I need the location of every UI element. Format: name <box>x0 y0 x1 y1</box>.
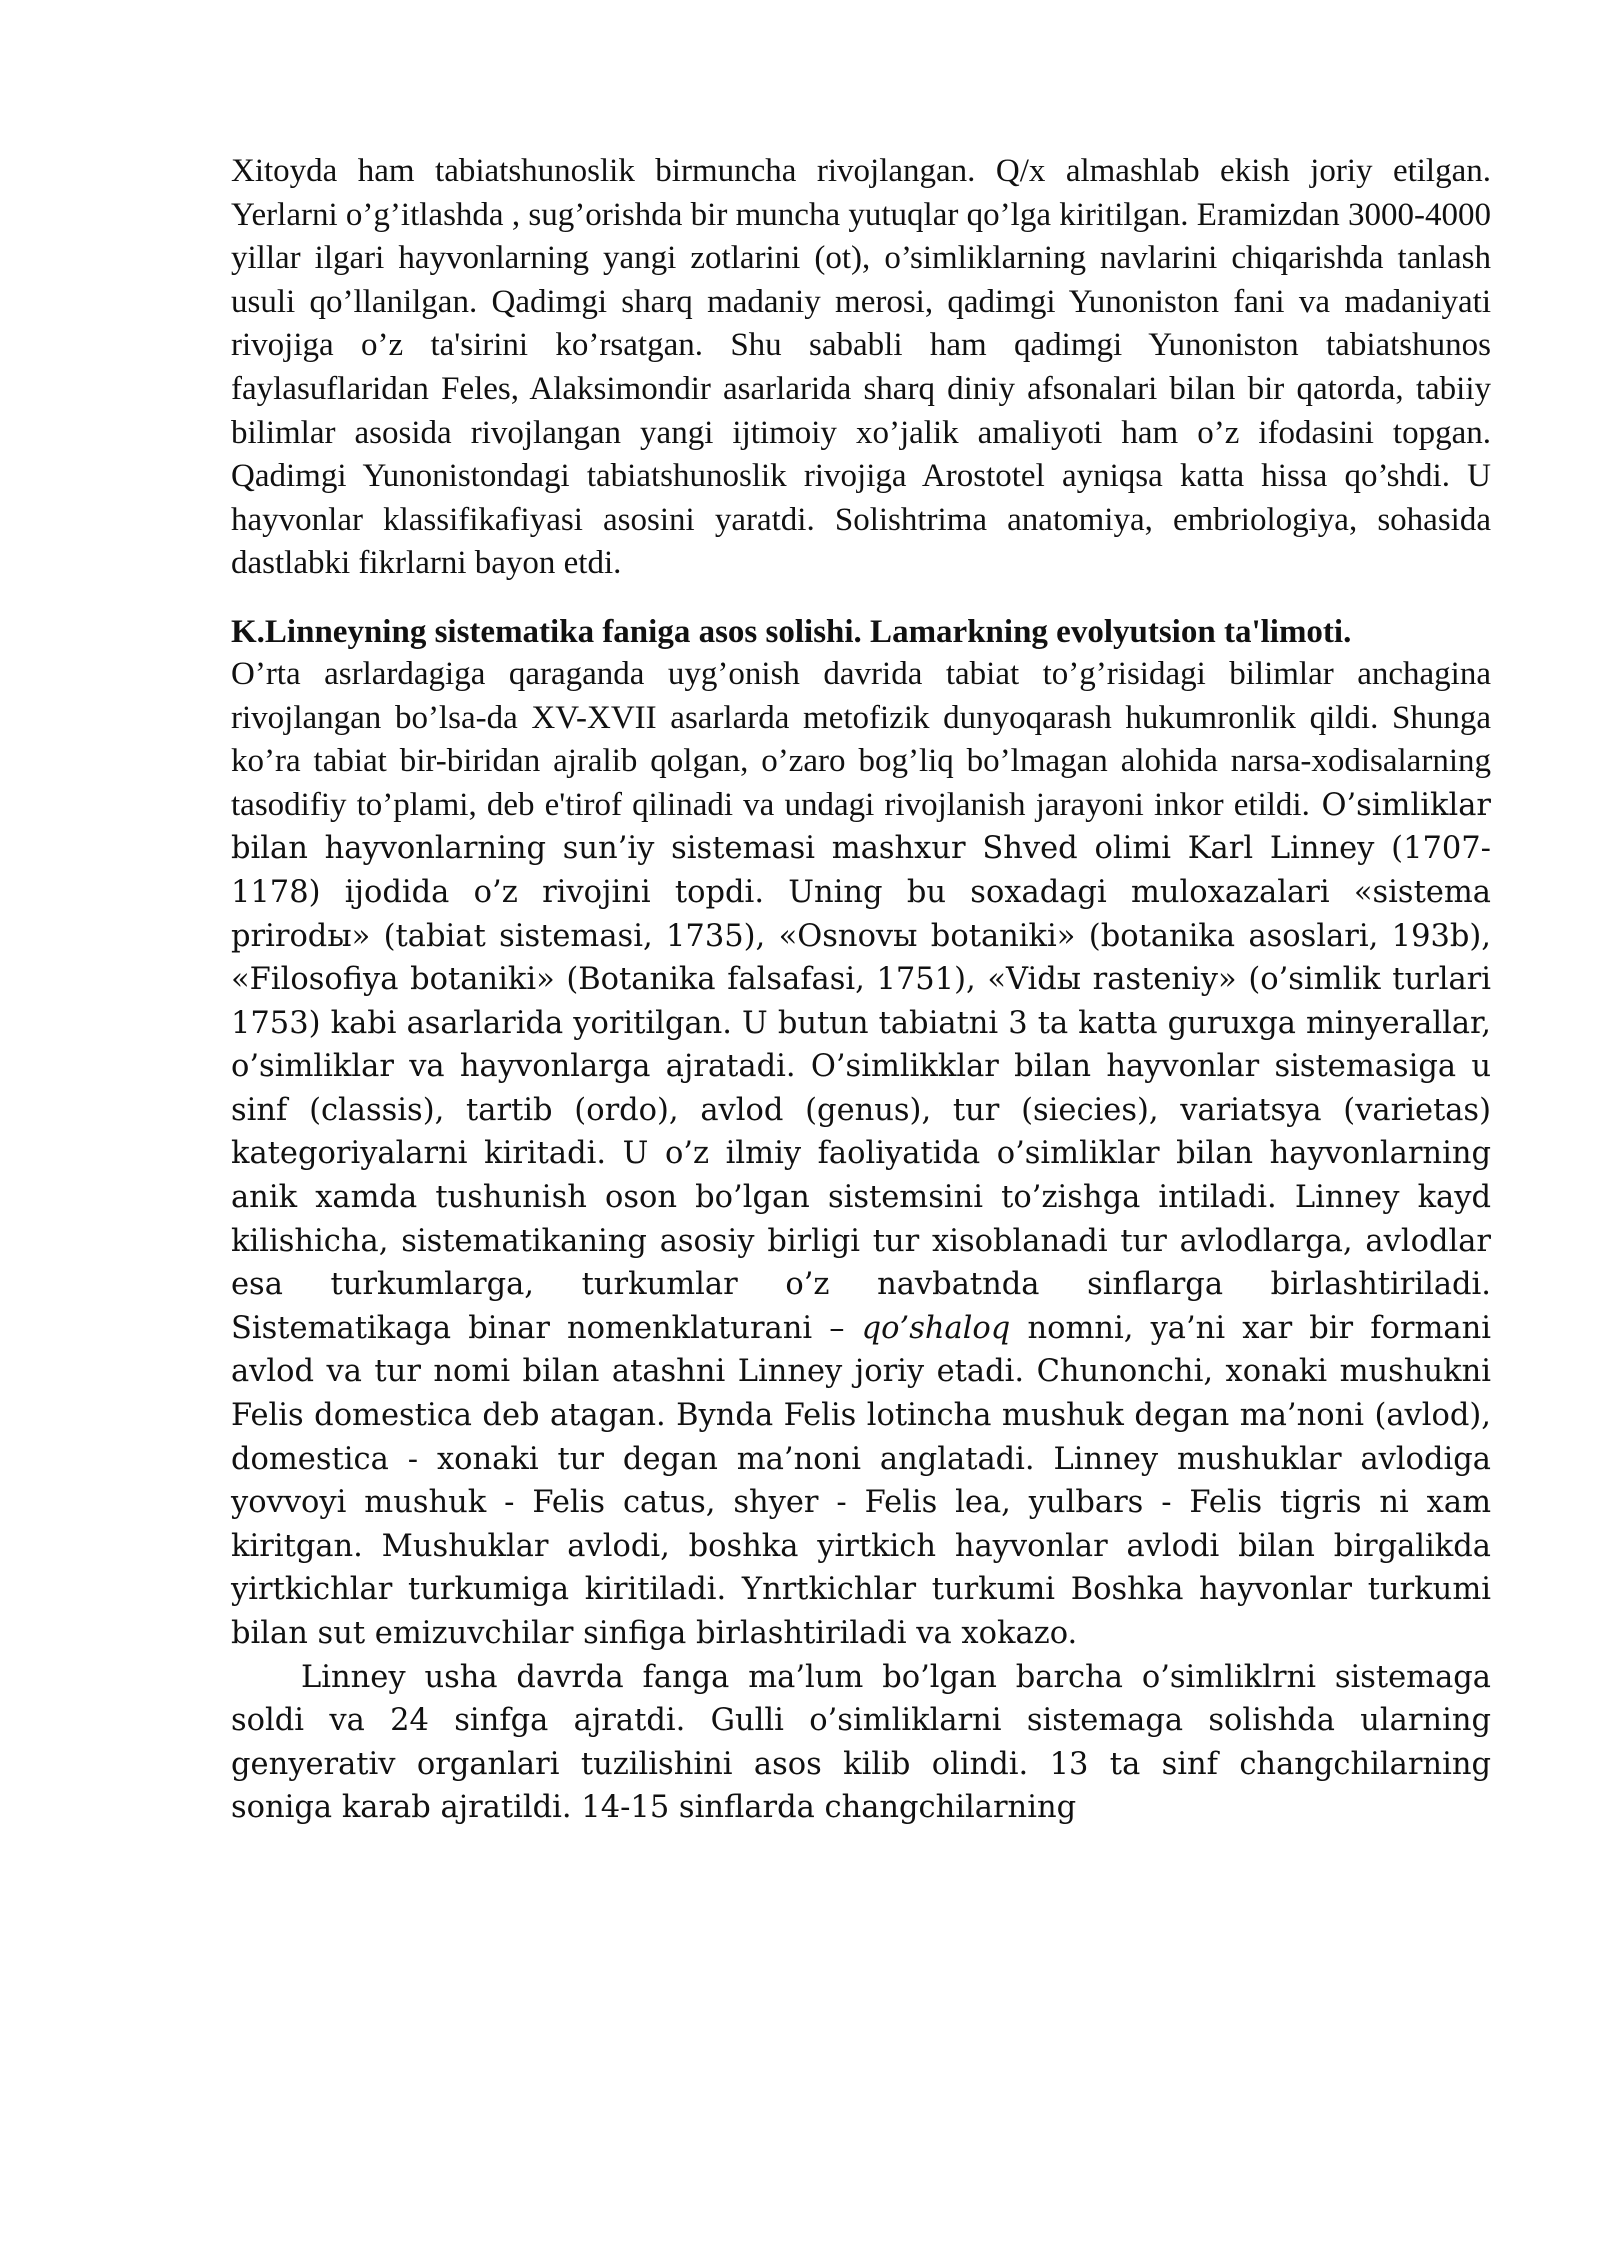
paragraph-classes: Linney usha davrda fanga ma’lum bo’lgan barcha o’simliklrni sistemaga soldi va 24 sinfga ajratdi. Gulli o’simliklarni sistemaga solishda ularning genyerativ organlari tuzilishini asos kilib olindi. 13 ta sinf changchilarning soniga karab ajratildi. 14-15 sinflarda changchilarning <box>231 1659 1491 1826</box>
italic-term: qo’shaloq <box>861 1310 1011 1346</box>
paragraph-intro: Xitoyda ham tabiatshunoslik birmuncha rivojlangan. Q/x almashlab ekish joriy etilgan. Yerlarni o’g’itlashda , sug’orishda bir muncha yutuqlar qo’lga kiritilgan. Eramizdan 3000-4000 yillar ilgari hayvonlarning yangi zotlarini (ot), o’simliklarning navlarini chiqarishda tanlash usuli qo’llanilgan. Qadimgi sharq madaniy merosi, qadimgi Yunoniston fani va madaniyati rivojiga o’z ta'sirini ko’rsatgan. Shu sababli ham qadimgi Yunoniston tabiatshunos faylasuflaridan Feles, Alaksimondir asarlarida sharq diniy afsonalari bilan bir qatorda, tabiiy bilimlar asosida rivojlangan yangi ijtimoiy xo’jalik amaliyoti ham o’z ifodasini topgan. Qadimgi Yunonistondagi tabiatshunoslik rivojiga Arostotel ayniqsa katta hissa qo’shdi. U hayvonlar klassifikafiyasi asosini yaratdi. Solishtrima anatomiya, embriologiya, sohasida dastlabki fikrlarni bayon etdi. <box>231 153 1491 582</box>
paragraph-linney-part-a: O’rta asrlardagiga qaraganda uyg’onish davrida tabiat to’g’risidagi bilimlar anchagina rivojlangan bo’lsa-da XV-XVII asarlarda metofizik dunyoqarash hukumronlik qildi. Shunga ko’ra tabiat bir-biridan ajralib qolgan, o’zaro bog’liq bo’lmagan alohida narsa-xodisalarning tasodifiy to’plami, deb e'tirof qilinadi va undagi rivojlanish jarayoni inkor etildi. <box>231 655 1491 823</box>
section-heading: K.Linneyning sistematika faniga asos solishi. Lamarkning evolyutsion ta'limoti. <box>231 613 1352 650</box>
paragraph-linney <box>231 653 1491 1656</box>
document-page <box>231 150 1491 1830</box>
paragraph-linney-part-c: nomni, ya’ni xar bir formani avlod va tur nomi bilan atashni Linney joriy etadi. Chunonchi, xonaki mushukni Felis domestica deb atagan. Bynda Felis lotincha mushuk degan ma’noni (avlod), domestica - xonaki tur degan ma’noni anglatadi. Linney mushuklar avlodiga yovvoyi mushuk - Felis catus, shyer - Felis lea, yulbars - Felis tigris ni xam kiritgan. Mushuklar avlodi, boshka yirtkich hayvonlar avlodi bilan birgalikda yirtkichlar turkumiga kiritiladi. Ynrtkichlar turkumi Boshka hayvonlar turkumi bilan sut emizuvchilar sinfiga birlashtiriladi va xokazo. <box>231 1310 1491 1651</box>
paragraph-linney-part-b: O’simliklar bilan hayvonlarning sun’iy sistemasi mashxur Shved olimi Karl Linney (1707-1178) ijodida o’z rivojini topdi. Uning bu soxadagi muloxazalari «sistema prirodы» (tabiat sistemasi, 1735), «Osnovы botaniki» (botanika asoslari, 193b), «Filosofiya botaniki» (Botanika falsafasi, 1751), «Vidы rasteniy» (o’simlik turlari 1753) kabi asarlarida yoritilgan. U butun tabiatni 3 ta katta guruxga minyerallar, o’simliklar va hayvonlarga ajratadi. O’simlikklar bilan hayvonlar sistemasiga u sinf (classis), tartib (ordo), avlod (genus), tur (siecies), variatsya (varietas) kategoriyalarni kiritadi. U o’z ilmiy faoliyatida o’simliklar bilan hayvonlarning anik xamda tushunish oson bo’lgan sistemsini to’zishga intiladi. Linney kayd kilishicha, sistematikaning asosiy birligi tur xisoblanadi tur avlodlarga, avlodlar esa turkumlarga, turkumlar o’z navbatnda sinflarga birlashtiriladi. Sistematikaga binar nomenklaturani – <box>231 787 1491 1346</box>
